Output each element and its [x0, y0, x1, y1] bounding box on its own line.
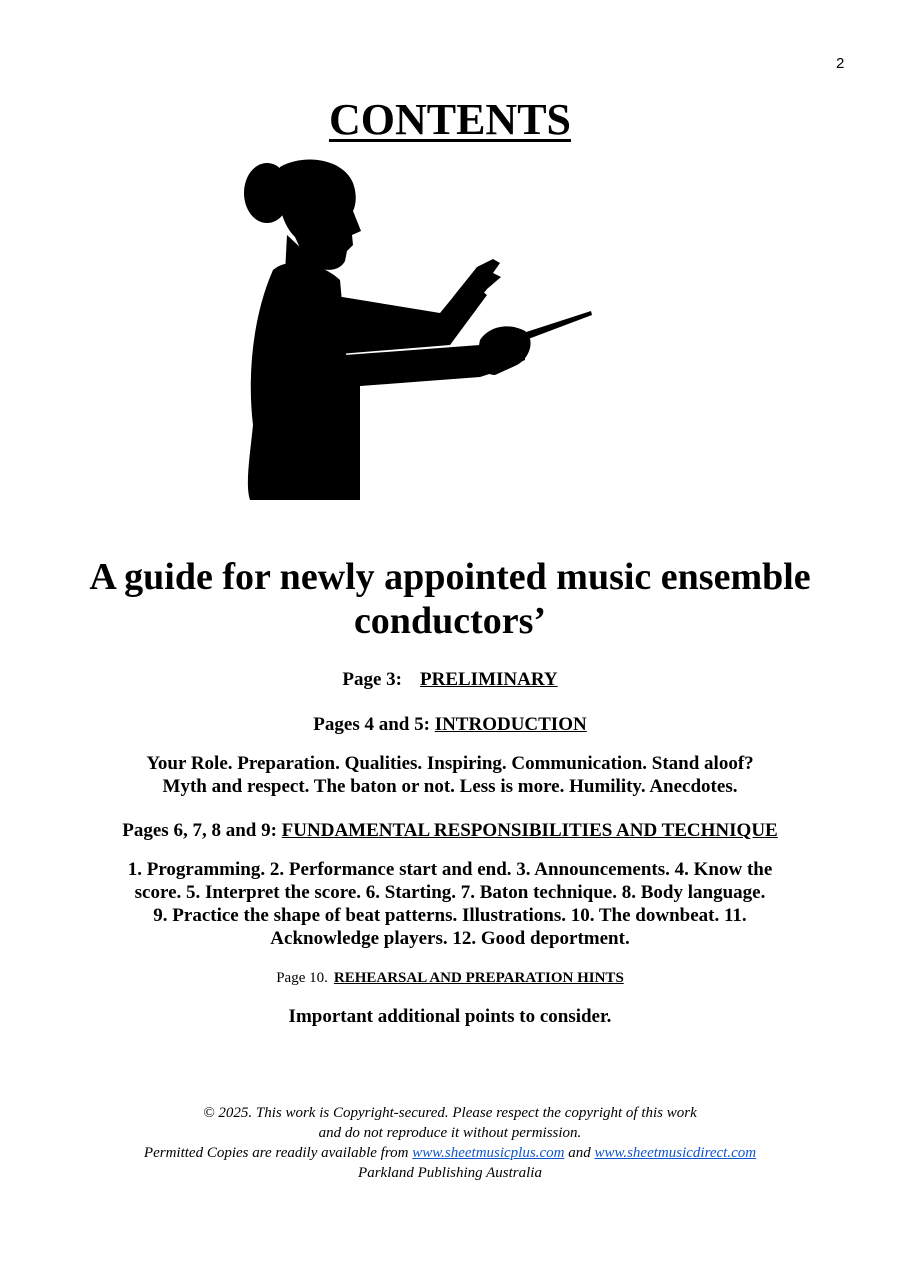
topic-line: 9. Practice the shape of beat patterns. Illustrations. 10. The downbeat. 11.	[153, 905, 747, 926]
topic-line: Myth and respect. The baton or not. Less is more. Humility. Anecdotes.	[162, 776, 738, 797]
topic-line: Acknowledge players. 12. Good deportment.	[270, 928, 630, 949]
rehearsal-note	[70, 1005, 830, 1028]
page-number: 2	[836, 55, 845, 72]
topic-line: 1. Programming. 2. Performance start and end. 3. Announcements. 4. Know the	[127, 859, 773, 880]
copyright-footer	[40, 1103, 860, 1183]
topic-line: Important additional points to consider.	[288, 1006, 612, 1027]
conductor-silhouette-icon	[235, 155, 605, 500]
publisher-line: Parkland Publishing Australia	[358, 1165, 542, 1181]
section-heading: FUNDAMENTAL RESPONSIBILITIES AND TECHNIQUE	[281, 820, 778, 841]
section-heading: PRELIMINARY	[420, 669, 558, 690]
subtitle-line-2: conductors’	[353, 600, 547, 642]
section-heading: INTRODUCTION	[434, 714, 587, 735]
section-fundamentals	[60, 819, 840, 842]
introduction-topics	[70, 752, 830, 798]
section-preliminary	[60, 668, 840, 691]
sheetmusicplus-link[interactable]: www.sheetmusicplus.com	[412, 1145, 565, 1161]
copyright-line: © 2025. This work is Copyright-secured. Please respect the copyright of this work	[203, 1105, 697, 1121]
section-introduction	[60, 713, 840, 736]
section-label: Pages 4 and 5:	[313, 714, 430, 735]
section-label: Page 3:	[342, 669, 402, 690]
sheetmusicdirect-link[interactable]: www.sheetmusicdirect.com	[594, 1145, 757, 1161]
availability-prefix: Permitted Copies are readily available from	[143, 1145, 413, 1161]
fundamentals-topics	[60, 858, 840, 950]
section-heading: REHEARSAL AND PREPARATION HINTS	[333, 970, 624, 986]
page-title: CONTENTS	[328, 95, 572, 144]
topic-line: score. 5. Interpret the score. 6. Starting. 7. Baton technique. 8. Body language.	[134, 882, 766, 903]
availability-mid: and	[564, 1145, 595, 1161]
section-rehearsal	[60, 968, 840, 988]
section-label: Page 10.	[276, 970, 328, 986]
topic-line: Your Role. Preparation. Qualities. Inspiring. Communication. Stand aloof?	[146, 753, 754, 774]
guide-subtitle	[40, 555, 860, 643]
subtitle-line-1: A guide for newly appointed music ensemble	[89, 556, 811, 598]
section-label: Pages 6, 7, 8 and 9:	[122, 820, 277, 841]
copyright-line: and do not reproduce it without permission.	[318, 1125, 582, 1141]
availability-line	[40, 1143, 860, 1163]
